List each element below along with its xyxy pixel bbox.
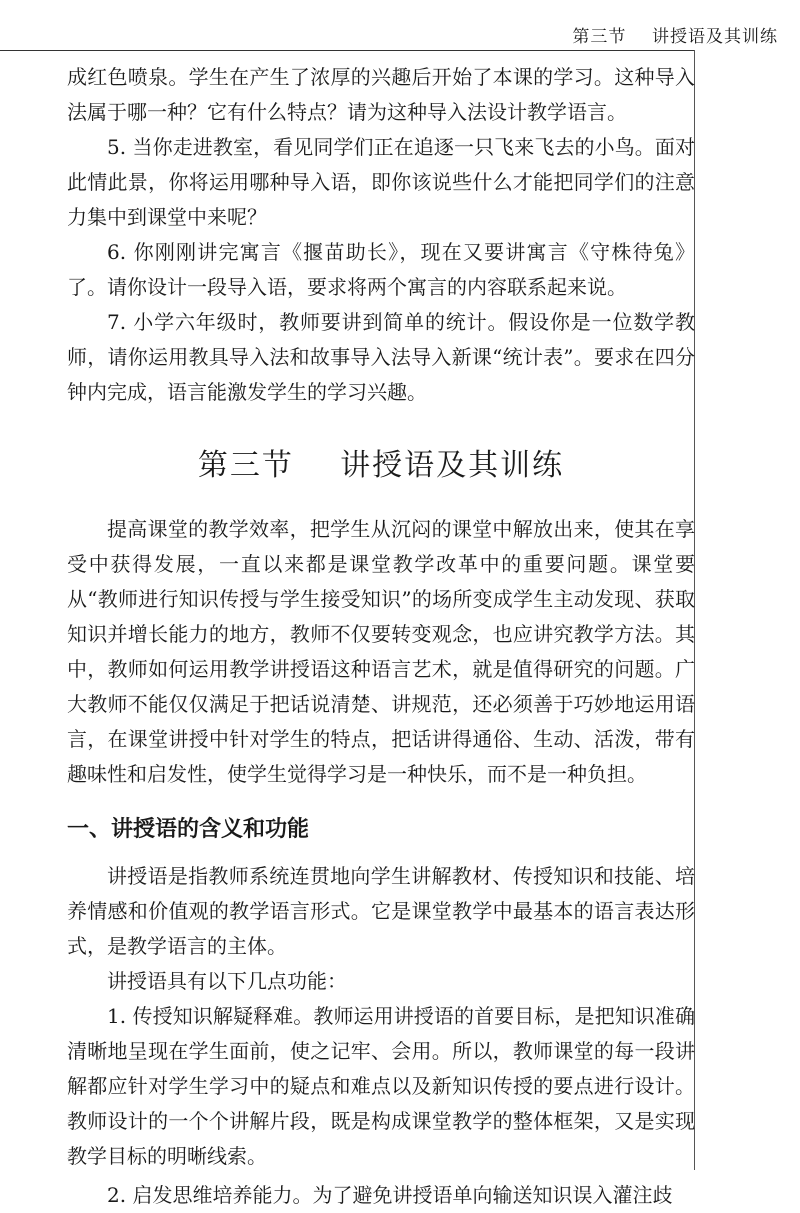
function-2: 2. 启发思维培养能力。为了避免讲授语单向输送知识误入灌注歧 (107, 1183, 673, 1207)
exercise-7: 7. 小学六年级时，教师要讲到简单的统计。假设你是一位数学教师，请你运用教具导入法和故事导入法导入新课“统计表”。要求在四分钟内完成，语言能激发学生的学习兴趣。 (67, 310, 695, 404)
subsection-title: 一、讲授语的含义和功能 (67, 817, 310, 842)
exercise-6: 6. 你刚刚讲完寓言《揠苗助长》，现在又要讲寓言《守株待兔》了。请你设计一段导入语，要求将两个寓言的内容联系起来说。 (67, 240, 695, 299)
section-title: 第三节 讲授语及其训练 (197, 448, 565, 483)
definition-paragraph: 讲授语是指教师系统连贯地向学生讲解教材、传授知识和技能、培养情感和价值观的教学语言形式。它是课堂教学中最基本的语言表达形式，是教学语言的主体。 (67, 864, 695, 958)
page-body (67, 60, 695, 1213)
exercise-continuation: 成红色喷泉。学生在产生了浓厚的兴趣后开始了本课的学习。这种导入法属于哪一种？它有什么特点？请为这种导入法设计教学语言。 (67, 65, 695, 124)
header-rule (0, 50, 694, 51)
exercise-5: 5. 当你走进教室，看见同学们正在追逐一只飞来飞去的小鸟。面对此情此景，你将运用哪种导入语，即你该说些什么才能把同学们的注意力集中到课堂中来呢？ (67, 135, 695, 229)
function-1: 1. 传授知识解疑释难。教师运用讲授语的首要目标，是把知识准确清晰地呈现在学生面前，使之记牢、会用。所以，教师课堂的每一段讲解都应针对学生学习中的疑点和难点以及新知识传授的要点进行设计。教师设计的一个个讲解片段，既是构成课堂教学的整体框架，又是实现教学目标的明晰线索。 (67, 1004, 695, 1168)
functions-intro: 讲授语具有以下几点功能： (107, 969, 347, 993)
section-intro: 提高课堂的教学效率，把学生从沉闷的课堂中解放出来，使其在享受中获得发展，一直以来都是课堂教学改革中的重要问题。课堂要从“教师进行知识传授与学生接受知识”的场所变成学生主动发现、获取知识并增长能力的地方，教师不仅要转变观念，也应讲究教学方法。其中，教师如何运用教学讲授语这种语言艺术，就是值得研究的问题。广大教师不能仅仅满足于把话说清楚、讲规范，还必须善于巧妙地运用语言，在课堂讲授中针对学生的特点，把话讲得通俗、生动、活泼，带有趣味性和启发性，使学生觉得学习是一种快乐，而不是一种负担。 (67, 517, 695, 786)
running-head: 第三节 讲授语及其训练 (572, 27, 778, 47)
